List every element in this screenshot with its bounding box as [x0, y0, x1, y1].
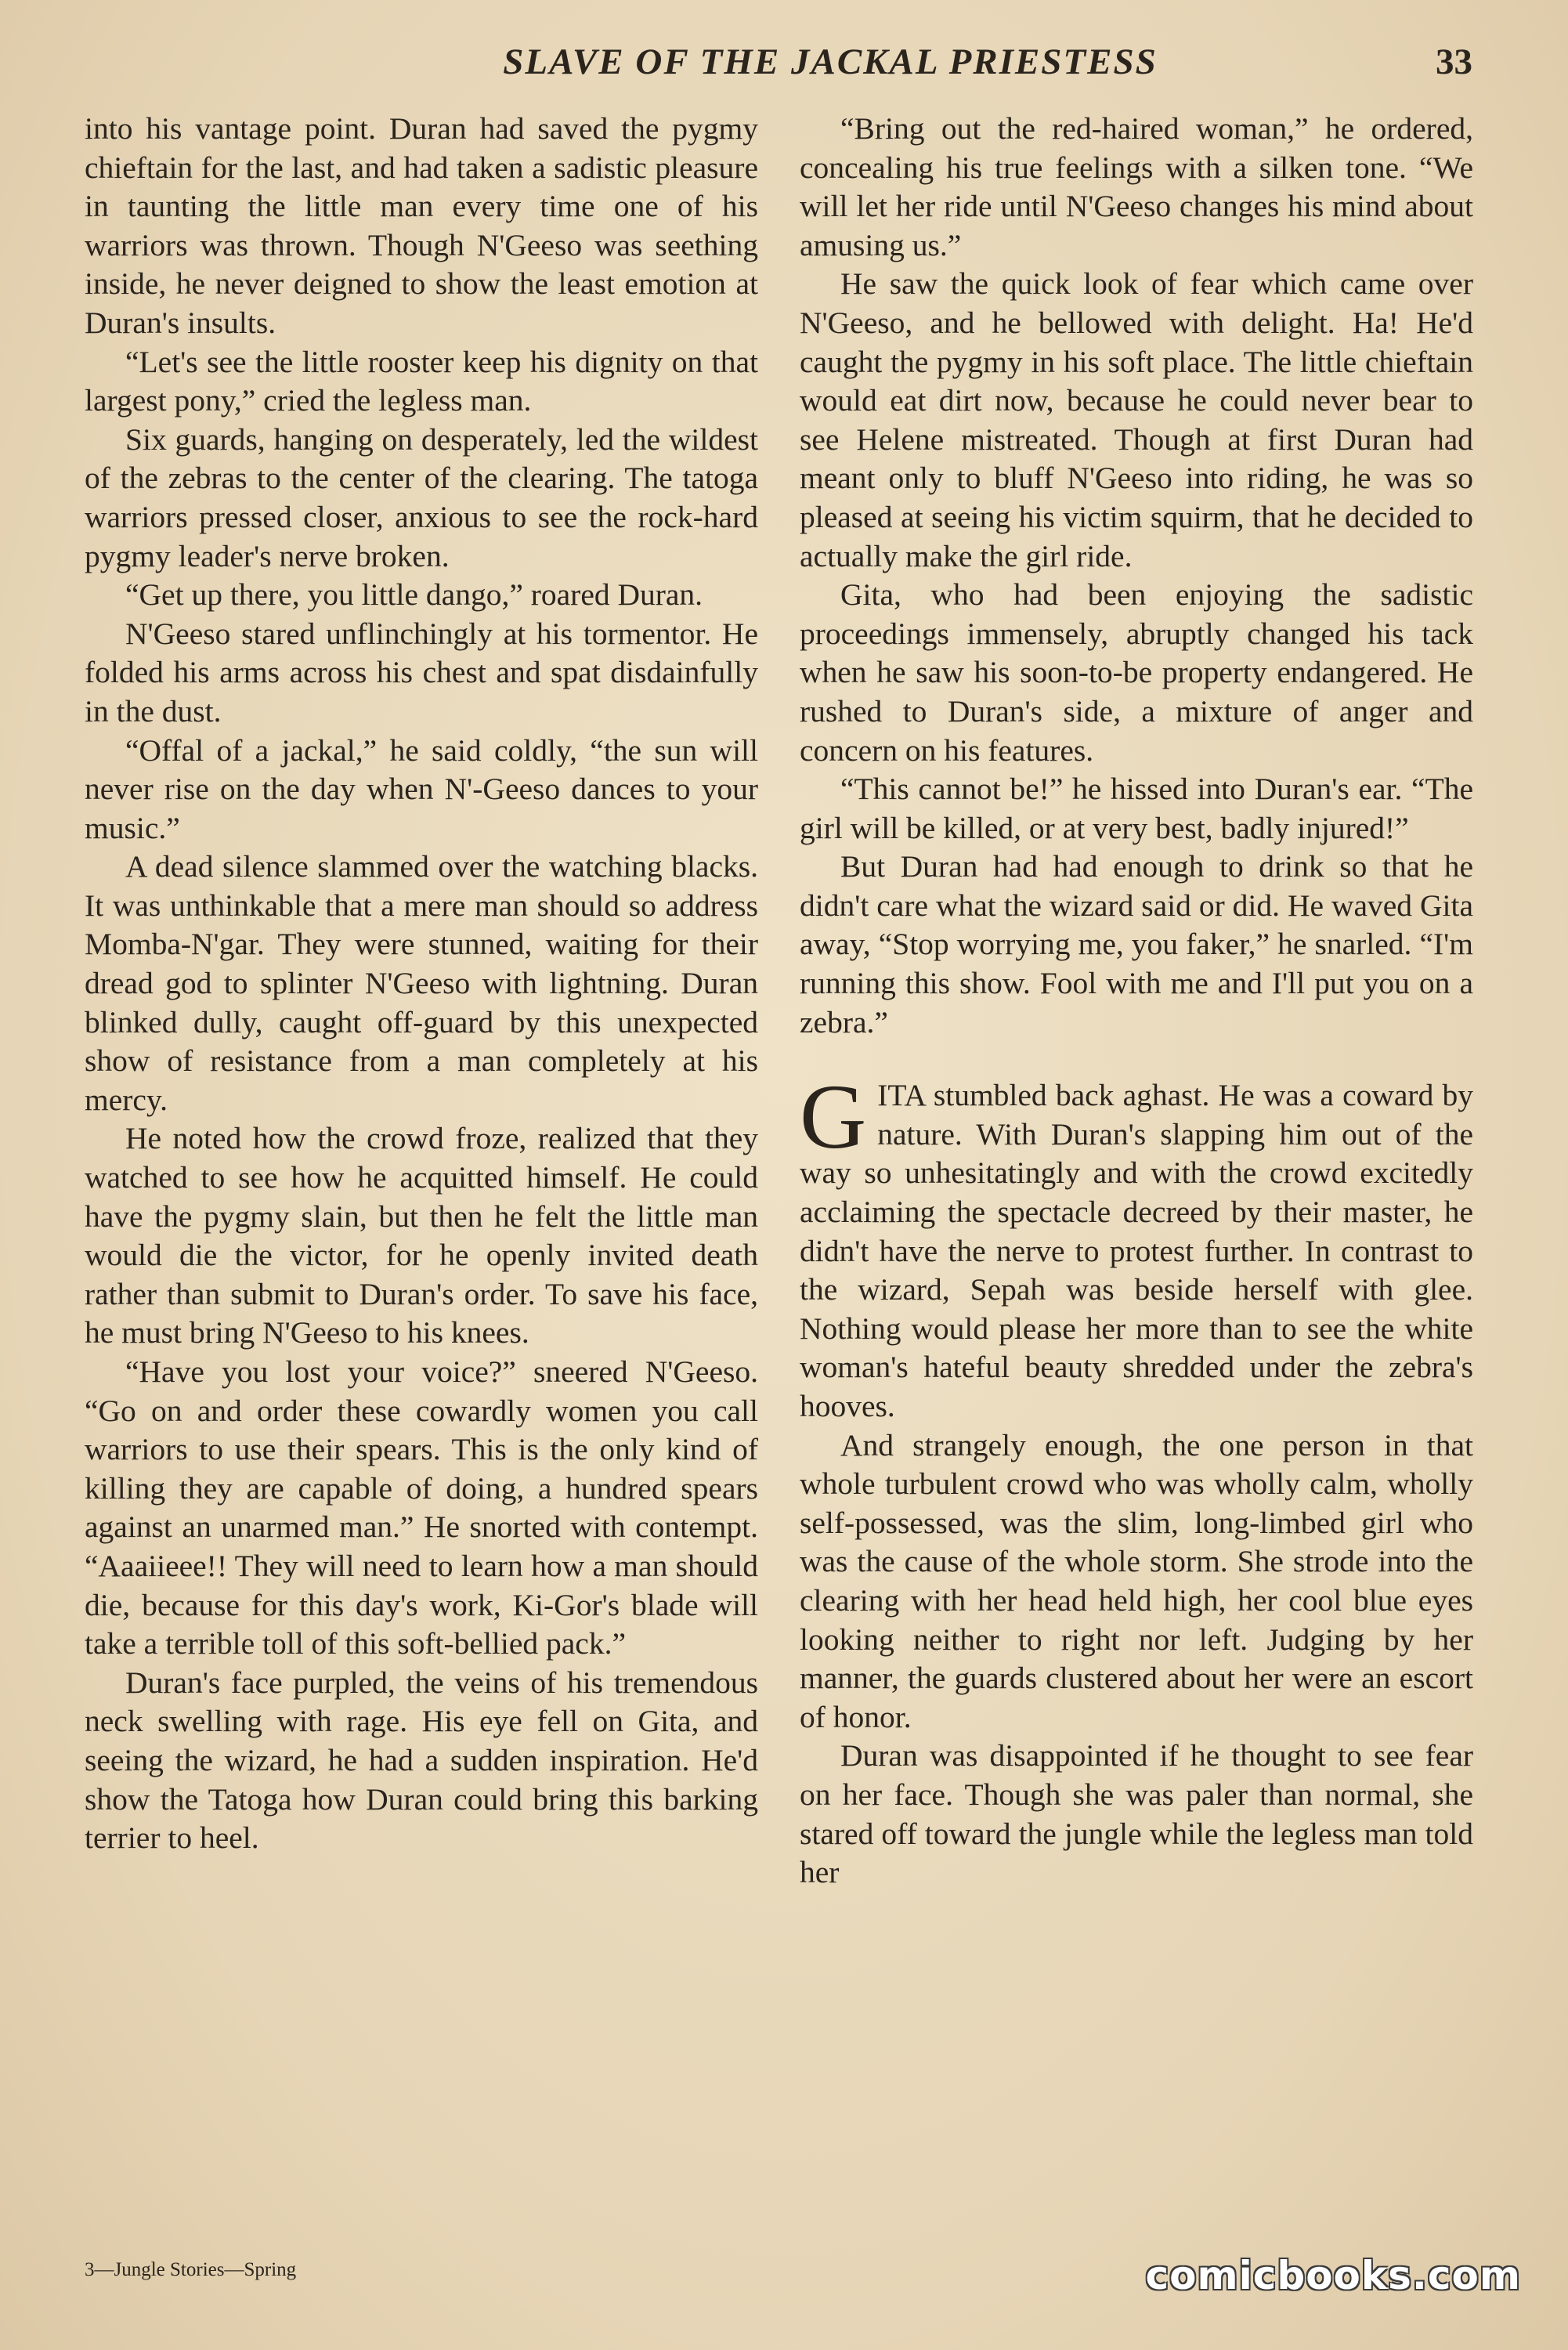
paragraph: “Let's see the little rooster keep his dignity on that largest pony,” cried the legless man. — [85, 344, 758, 418]
paragraph: A dead silence slammed over the watching blacks. It was unthinkable that a mere man should so address Momba-N'gar. They were stunned, waiting for their dread god to splinter N'Geeso with lightning. Duran blinked dully, caught off-guard by this unexpected show of resistance from a man completely at his mercy. — [85, 849, 758, 1117]
page-footer: 3—Jungle Stories—Spring — [85, 2259, 297, 2280]
paragraph: “This cannot be!” he hissed into Duran's ear. “The girl will be killed, or at very best, badly injured!” — [800, 772, 1473, 845]
paragraph: N'Geeso stared unflinchingly at his tormentor. He folded his arms across his chest and spat disdainfully in the dust. — [85, 616, 758, 728]
paragraph: Gita, who had been enjoying the sadistic proceedings immensely, abruptly changed his tack when he saw his soon-to-be property endangered. He rushed to Duran's side, a mixture of anger and concern on his features. — [800, 577, 1473, 768]
drop-cap: G — [800, 1065, 867, 1169]
paragraph: He noted how the crowd froze, realized that they watched to see how he acquitted himself. He could have the pygmy slain, but then he felt the little man would die the victor, for he openly invited death rather than submit to Duran's order. To save his face, he must bring N'Geeso to his knees. — [85, 1121, 758, 1350]
right-column — [800, 110, 1473, 1893]
paragraph: “Offal of a jackal,” he said coldly, “the sun will never rise on the day when N'-Geeso dances to your music.” — [85, 732, 758, 845]
drop-cap-paragraph-text: ITA stumbled back aghast. He was a coward by nature. With Duran's slapping him out of the way so unhesitatingly and with the crowd excitedly acclaiming the spectacle decreed by their master, he didn't have the nerve to protest further. In contrast to the wizard, Sepah was beside herself with glee. Nothing would please her more than to see the white woman's hateful beauty shredded under the zebra's hooves. — [800, 1078, 1473, 1423]
paragraph: “Bring out the red-haired woman,” he ordered, concealing his true feelings with a silken tone. “We will let her ride until N'Geeso changes his mind about amusing us.” — [800, 111, 1473, 262]
paragraph: And strangely enough, the one person in that whole turbulent crowd who was wholly calm, wholly self-possessed, was the slim, long-limbed girl who was the cause of the whole storm. She strode into the clearing with her head held high, her cool blue eyes looking neither to right nor left. Judging by her manner, the guards clustered about her were an escort of honor. — [800, 1427, 1473, 1734]
page-number: 33 — [1436, 42, 1472, 82]
paragraph: Duran was disappointed if he thought to see fear on her face. Though she was paler than normal, she stared off toward the jungle while the legless man told her — [800, 1738, 1473, 1890]
page-header — [78, 41, 1472, 96]
paragraph: Duran's face purpled, the veins of his tremendous neck swelling with rage. His eye fell on Gita, and seeing the wizard, he had a sudden inspiration. He'd show the Tatoga how Duran could bring this barking terrier to heel. — [85, 1665, 758, 1856]
paragraph: He saw the quick look of fear which came over N'Geeso, and he bellowed with delight. Ha! He'd caught the pygmy in his soft place. The little chieftain would eat dirt now, because he could never bear to see Helene mistreated. Though at first Duran had meant only to bluff N'Geeso into riding, he was so pleased at seeing his victim squirm, that he decided to actually make the girl ride. — [800, 266, 1473, 573]
paragraph: Six guards, hanging on desperately, led the wildest of the zebras to the center of the clearing. The tatoga warriors pressed closer, anxious to see the rock-hard pygmy leader's nerve broken. — [85, 421, 758, 573]
paragraph: into his vantage point. Duran had saved the pygmy chieftain for the last, and had taken a sadistic pleasure in taunting the little man every time one of his warriors was thrown. Though N'Geeso was seething inside, he never deigned to show the least emotion at Duran's insults. — [85, 111, 758, 340]
section-break — [800, 1042, 1473, 1076]
paragraph: But Duran had had enough to drink so that he didn't care what the wizard said or did. He waved Gita away, “Stop worrying me, you faker,” he snarled. “I'm running this show. Fool with me and I'll put you on a zebra.” — [800, 849, 1473, 1039]
drop-cap-paragraph — [800, 1065, 1473, 1426]
watermark: comicbooks.com — [1145, 2253, 1521, 2298]
paragraph: “Have you lost your voice?” sneered N'Geeso. “Go on and order these cowardly women you call warriors to use their spears. This is the only kind of killing they are capable of doing, a hundred spears against an unarmed man.” He snorted with contempt. “Aaaiieee!! They will need to learn how a man should die, because for this day's work, Ki-Gor's blade will take a terrible toll of this soft-bellied pack.” — [85, 1354, 758, 1661]
paragraph: “Get up there, you little dango,” roared Duran. — [125, 577, 703, 613]
running-title: SLAVE OF THE JACKAL PRIESTESS — [503, 42, 1158, 82]
left-column — [85, 110, 758, 1858]
